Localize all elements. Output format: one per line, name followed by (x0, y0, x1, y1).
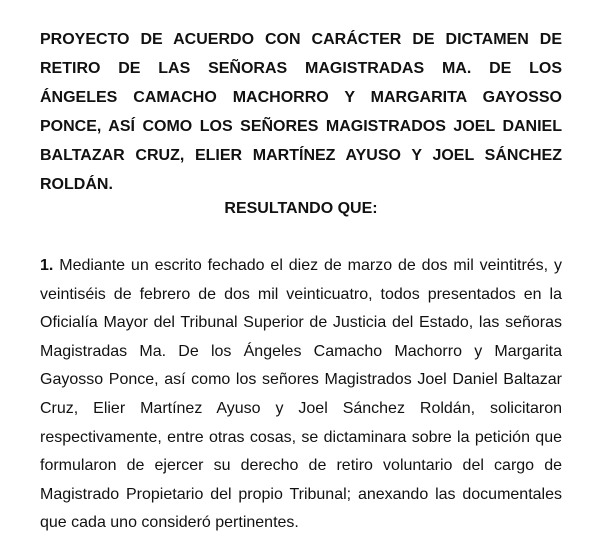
paragraph-text: Mediante un escrito fechado el diez de marzo de dos mil veintitrés, y veintiséis de febrero de dos mil veinticuatro, todos presentados en la Oficialía Mayor del Tribunal Superior de Justicia del Estado, las señoras Magistradas Ma. De los Ángeles Camacho Machorro y Margarita Gayosso Ponce, así como los señores Magistrados Joel Daniel Baltazar Cruz, Elier Martínez Ayuso y Joel Sánchez Roldán, solicitaron respectivamente, entre otras cosas, se dictaminara sobre la petición que formularon de ejercer su derecho de retiro voluntario del cargo de Magistrado Propietario del propio Tribunal; anexando las documentales que cada uno consideró pertinentes. (40, 257, 563, 532)
paragraph-1 (40, 252, 562, 538)
paragraph-number: 1. (40, 257, 54, 274)
document-title: PROYECTO DE ACUERDO CON CARÁCTER DE DICTAMEN DE RETIRO DE LAS SEÑORAS MAGISTRADAS MA. DE LOS ÁNGELES CAMACHO MACHORRO Y MARGARITA GAYOSSO PONCE, ASÍ COMO LOS SEÑORES MAGISTRADOS JOEL DANIEL BALTAZAR CRUZ, ELIER MARTÍNEZ AYUSO Y JOEL SÁNCHEZ ROLDÁN. (40, 31, 562, 193)
section-heading: RESULTANDO QUE: (224, 200, 378, 217)
